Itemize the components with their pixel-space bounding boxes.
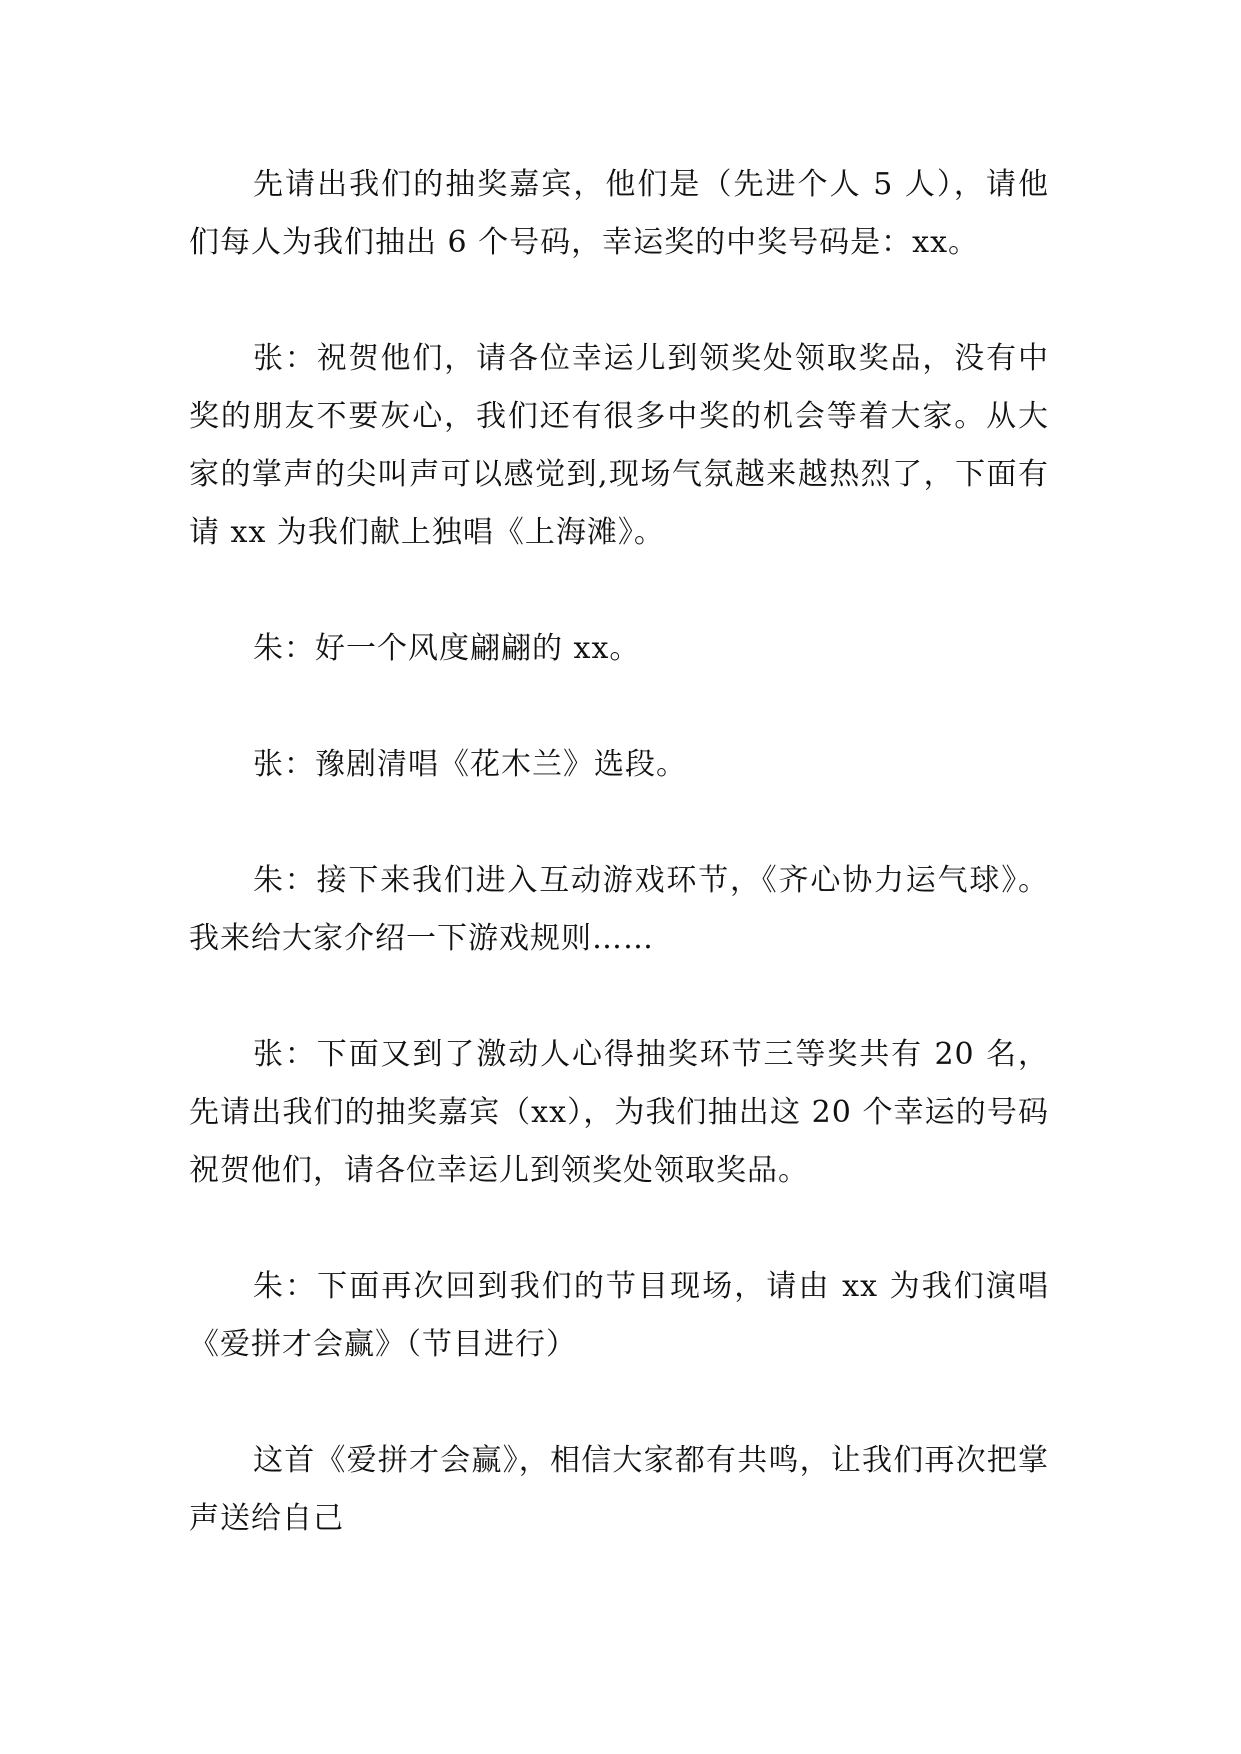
paragraph-lottery-guests: 先请出我们的抽奖嘉宾，他们是（先进个人 5 人），请他们每人为我们抽出 6 个号码，幸运奖的中奖号码是：xx。 <box>189 167 1049 260</box>
document-body <box>189 156 1049 1606</box>
paragraph-zhu-game: 朱：接下来我们进入互动游戏环节，《齐心协力运气球》。我来给大家介绍一下游戏规则…… <box>189 863 1049 956</box>
paragraph-zhu-elegant: 朱：好一个风度翩翩的 xx。 <box>253 631 641 666</box>
paragraph-closing-applause: 这首《爱拼才会赢》，相信大家都有共鸣，让我们再次把掌声送给自己 <box>189 1443 1049 1536</box>
paragraph-zhang-opera: 张：豫剧清唱《花木兰》选段。 <box>253 747 687 782</box>
paragraph-zhu-performance: 朱：下面再次回到我们的节目现场，请由 xx 为我们演唱《爱拼才会赢》（节目进行） <box>189 1269 1049 1362</box>
paragraph-zhang-congratulations: 张：祝贺他们，请各位幸运儿到领奖处领取奖品，没有中奖的朋友不要灰心，我们还有很多中奖的机会等着大家。从大家的掌声的尖叫声可以感觉到,现场气氛越来越热烈了，下面有请 xx 为我们献上独唱《上海滩》。 <box>189 341 1049 550</box>
paragraph-zhang-third-prize: 张：下面又到了激动人心得抽奖环节三等奖共有 20 名，先请出我们的抽奖嘉宾（xx），为我们抽出这 20 个幸运的号码祝贺他们，请各位幸运儿到领奖处领取奖品。 <box>189 1037 1049 1188</box>
